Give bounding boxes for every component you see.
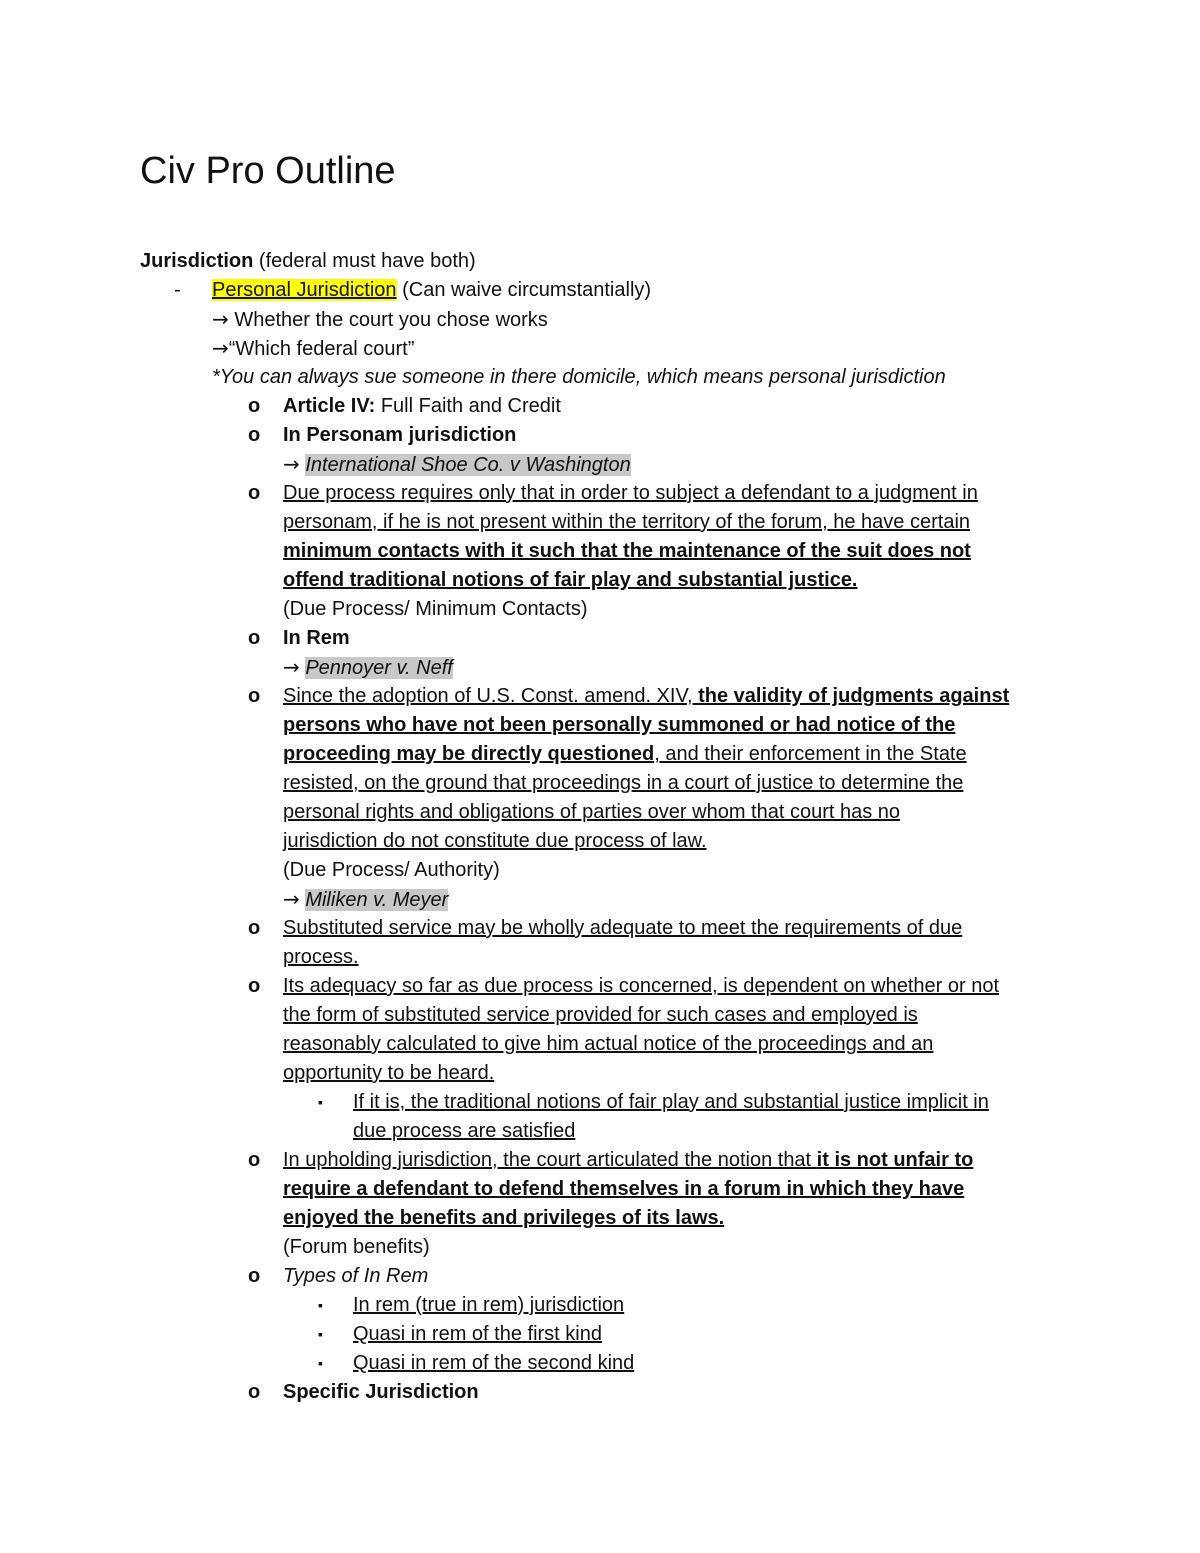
page-title: Civ Pro Outline <box>140 150 396 192</box>
adequacy-item-line-4: opportunity to be heard. <box>283 1062 495 1084</box>
in-personam-item: o In Personam jurisdiction <box>140 421 1100 450</box>
pennoyer-item-line-4: resisted, on the ground that proceedings in a court of justice to determine the <box>283 772 964 794</box>
types-subitem: ▪ In rem (true in rem) jurisdiction <box>140 1291 1100 1320</box>
adequacy-item-line-1: o Its adequacy so far as due process is concerned, is dependent on whether or not <box>140 972 1100 1001</box>
pennoyer-item-line-1: o Since the adoption of U.S. Const. amend. XIV, the validity of judgments against <box>140 682 1100 711</box>
in-rem-case <box>140 653 1100 682</box>
adequacy-item-line-3: reasonably calculated to give him actual notice of the proceedings and an <box>283 1033 934 1055</box>
circle-bullet: o <box>248 1381 261 1403</box>
circle-bullet: o <box>248 627 261 649</box>
arrow-icon: → <box>212 336 229 360</box>
specific-jurisdiction-item: o Specific Jurisdiction <box>140 1378 1100 1407</box>
due-process-item-line-2: personam, if he is not present within the territory of the forum, he have certain <box>283 511 971 533</box>
outline-body <box>140 247 1100 1407</box>
adequacy-subitem-line-2: due process are satisfied <box>353 1120 576 1142</box>
personal-jurisdiction-label: Personal Jurisdiction <box>212 279 397 301</box>
square-bullet: ▪ <box>318 1297 323 1313</box>
arrow-icon: → <box>212 307 229 331</box>
circle-bullet: o <box>248 424 261 446</box>
pennoyer-item-line-3: proceeding may be directly questioned, and their enforcement in the State <box>283 743 967 765</box>
types-item: o Types of In Rem <box>140 1262 1100 1291</box>
circle-bullet: o <box>248 1149 261 1171</box>
personal-jurisdiction-note: (Can waive circumstantially) <box>396 279 652 301</box>
miliken-case <box>140 885 1100 914</box>
pennoyer-item-line-6: jurisdiction do not constitute due process of law. <box>283 830 707 852</box>
adequacy-subitem-line-1: ▪ If it is, the traditional notions of fair play and substantial justice implicit in <box>140 1088 1100 1117</box>
upholding-item-line-1: o In upholding jurisdiction, the court articulated the notion that it is not unfair to <box>140 1146 1100 1175</box>
case-name: Miliken v. Meyer <box>305 889 449 911</box>
dash-bullet: - <box>174 279 181 301</box>
jurisdiction-heading <box>140 247 1100 276</box>
upholding-tag: (Forum benefits) <box>283 1236 430 1258</box>
in-personam-case <box>140 450 1100 479</box>
circle-bullet: o <box>248 685 261 707</box>
jurisdiction-label: Jurisdiction <box>140 250 254 272</box>
personal-jurisdiction-item <box>140 276 1100 305</box>
case-name: Pennoyer v. Neff <box>305 657 453 679</box>
pennoyer-item-line-2: persons who have not been personally summoned or had notice of the <box>283 714 956 736</box>
due-process-tag: (Due Process/ Minimum Contacts) <box>283 598 588 620</box>
square-bullet: ▪ <box>318 1326 323 1342</box>
arrow-icon: → <box>283 655 300 679</box>
due-process-item-line-4: offend traditional notions of fair play and substantial justice. <box>283 569 858 591</box>
square-bullet: ▪ <box>318 1094 323 1110</box>
pennoyer-item-line-5: personal rights and obligations of parties over whom that court has no <box>283 801 901 823</box>
square-bullet: ▪ <box>318 1355 323 1371</box>
substituted-item-line-2: process. <box>283 946 359 968</box>
substituted-item-line-1: o Substituted service may be wholly adequate to meet the requirements of due <box>140 914 1100 943</box>
circle-bullet: o <box>248 917 261 939</box>
circle-bullet: o <box>248 395 261 417</box>
circle-bullet: o <box>248 482 261 504</box>
domicile-note: *You can always sue someone in there domicile, which means personal jurisdiction <box>212 366 946 388</box>
types-subitem: ▪ Quasi in rem of the first kind <box>140 1320 1100 1349</box>
upholding-item-line-3: enjoyed the benefits and privileges of its laws. <box>283 1207 725 1229</box>
personal-arrow-line-2: →“Which federal court” <box>212 336 415 360</box>
pennoyer-tag: (Due Process/ Authority) <box>283 859 500 881</box>
circle-bullet: o <box>248 1265 261 1287</box>
due-process-item-line-1: o Due process requires only that in order to subject a defendant to a judgment in <box>140 479 1100 508</box>
upholding-item-line-2: require a defendant to defend themselves in a forum in which they have <box>283 1178 965 1200</box>
due-process-item-line-3: minimum contacts with it such that the maintenance of the suit does not <box>283 540 971 562</box>
jurisdiction-note: (federal must have both) <box>253 250 476 272</box>
arrow-icon: → <box>283 452 300 476</box>
arrow-icon: → <box>283 887 300 911</box>
personal-arrow-line-1: → Whether the court you chose works <box>212 307 548 331</box>
circle-bullet: o <box>248 975 261 997</box>
adequacy-item-line-2: the form of substituted service provided for such cases and employed is <box>283 1004 918 1026</box>
case-name: International Shoe Co. v Washington <box>305 454 631 476</box>
in-rem-item: o In Rem <box>140 624 1100 653</box>
types-subitem: ▪ Quasi in rem of the second kind <box>140 1349 1100 1378</box>
article-iv-item: o Article IV: Full Faith and Credit <box>140 392 1100 421</box>
